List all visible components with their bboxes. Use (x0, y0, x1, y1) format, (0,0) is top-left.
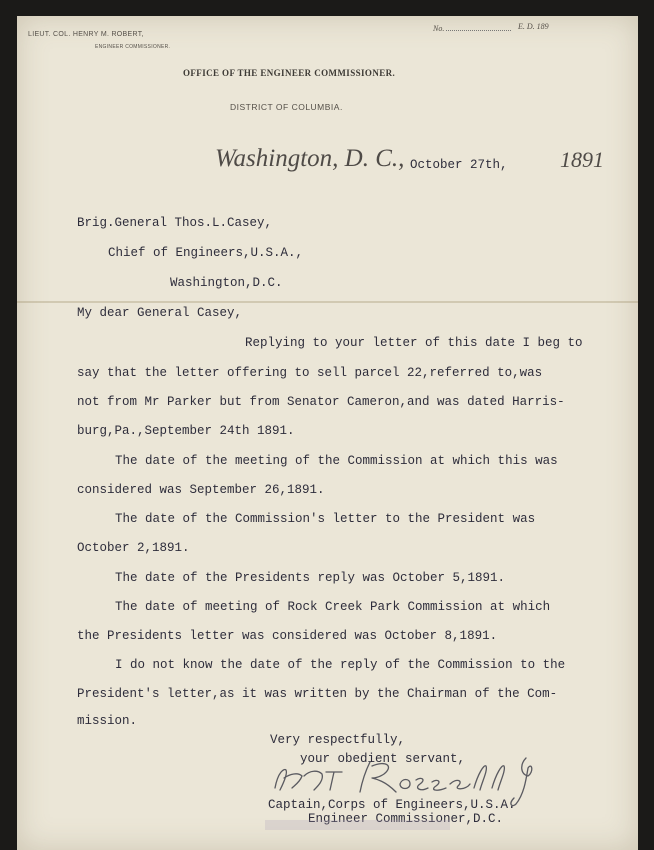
paper-fold (17, 301, 638, 303)
dateline-year: 1891 (560, 147, 604, 172)
letterhead-officer: LIEUT. COL. HENRY M. ROBERT, (28, 31, 144, 38)
signature-title: Captain,Corps of Engineers,U.S.A. (268, 798, 516, 812)
body-line: mission. (77, 714, 138, 728)
letterhead-officer-title: ENGINEER COMMISSIONER. (95, 44, 171, 50)
body-line: President's letter,as it was written by the Chairman of the Com- (77, 687, 558, 701)
body-line: not from Mr Parker but from Senator Cameron,and was dated Harris- (77, 395, 565, 409)
faded-stamp (265, 820, 450, 830)
body-line: I do not know the date of the reply of the Commission to the (115, 658, 566, 672)
recipient-name: Brig.General Thos.L.Casey, (77, 216, 273, 230)
body-line: October 2,1891. (77, 541, 190, 555)
body-line: The date of the meeting of the Commission at which this was (115, 454, 558, 468)
recipient-title: Chief of Engineers,U.S.A., (108, 246, 304, 260)
file-reference: E. D. 189 (518, 22, 549, 31)
body-line: burg,Pa.,September 24th 1891. (77, 424, 295, 438)
dateline-date: October 27th, (410, 158, 508, 172)
closing-line: your obedient servant, (300, 752, 466, 766)
recipient-city: Washington,D.C. (170, 276, 283, 290)
body-line: Replying to your letter of this date I beg to (245, 336, 583, 350)
closing-line: Very respectfully, (270, 733, 406, 747)
salutation: My dear General Casey, (77, 306, 243, 320)
district-heading: DISTRICT OF COLUMBIA. (230, 102, 343, 112)
office-heading: OFFICE OF THE ENGINEER COMMISSIONER. (183, 68, 396, 78)
body-line: considered was September 26,1891. (77, 483, 325, 497)
body-line: The date of the Commission's letter to the President was (115, 512, 536, 526)
dateline-place: Washington, D. C., (215, 145, 405, 172)
signature-subtitle: Engineer Commissioner,D.C. (308, 812, 504, 826)
body-line: say that the letter offering to sell parcel 22,referred to,was (77, 366, 543, 380)
no-label: No. (433, 24, 445, 33)
file-number-label (433, 24, 513, 33)
body-line: the Presidents letter was considered was October 8,1891. (77, 629, 498, 643)
body-line: The date of meeting of Rock Creek Park Commission at which (115, 600, 551, 614)
dotted-line (446, 30, 511, 31)
body-line: The date of the Presidents reply was October 5,1891. (115, 571, 506, 585)
